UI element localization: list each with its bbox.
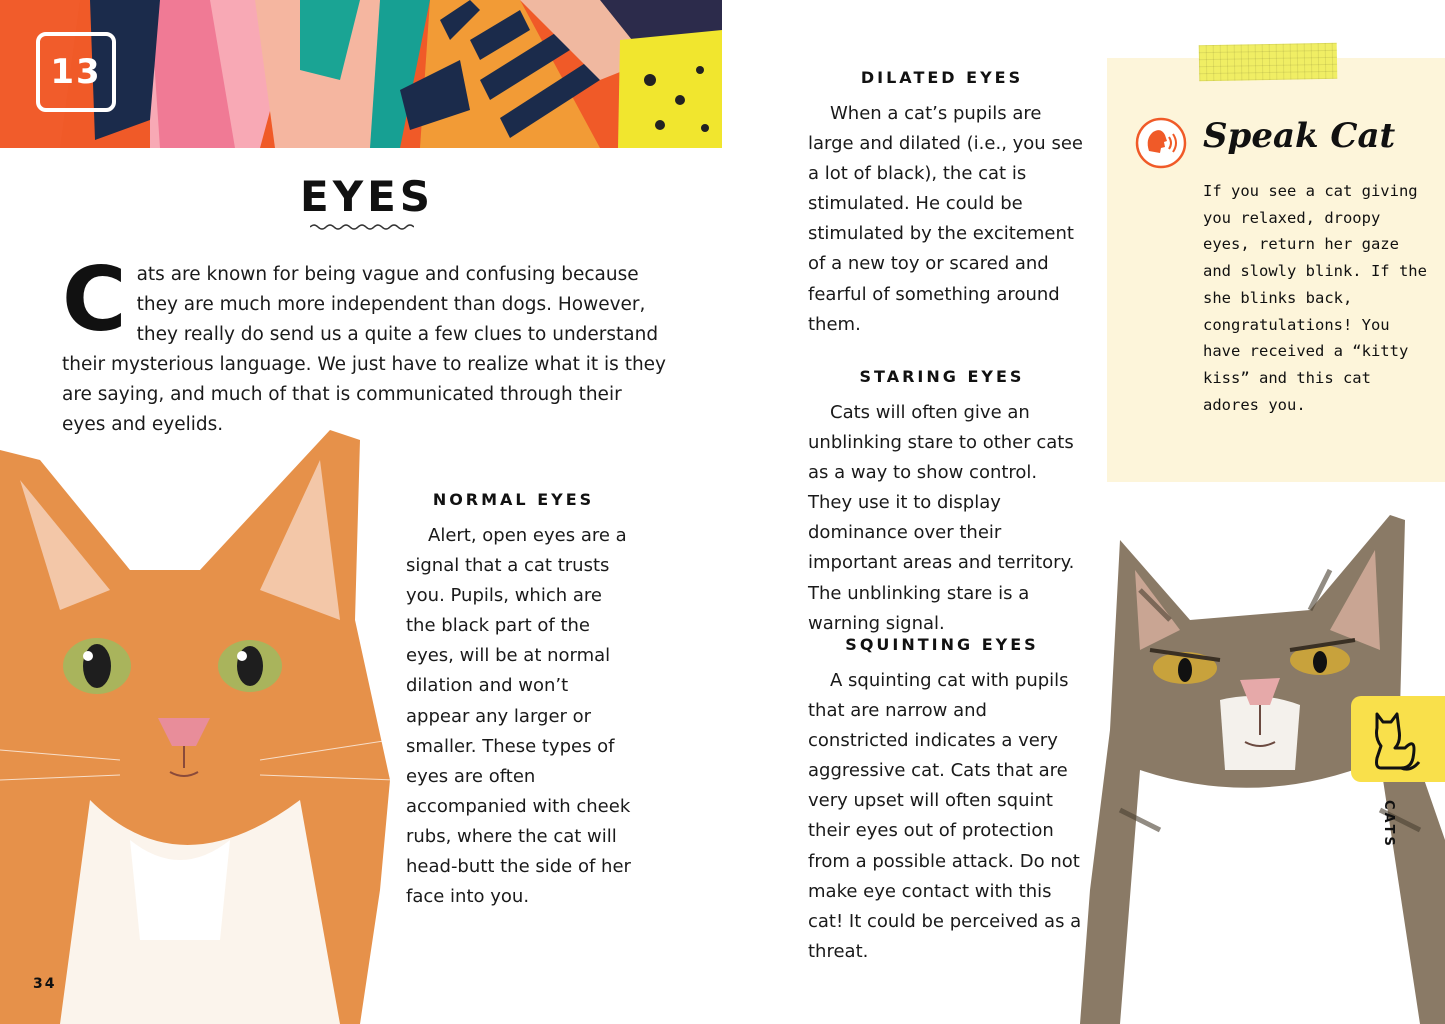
page-number-left: 34	[33, 976, 57, 992]
staring-eyes-heading: STARING EYES	[859, 367, 1025, 386]
squinting-eyes-text: A squinting cat with pupils that are narrow and constricted indicates a very aggressive cat. Cats that are very upset will often squint their eyes out of protection from a possible attack. Do not make eye contact with this cat! It could be perceived as a threat.	[808, 670, 1082, 962]
orange-kitten-illustration	[0, 420, 400, 1024]
intro-text: ats are known for being vague and confusing because they are much more independent than dogs. However, they really do send us a quite a few clues to understand their mysterious language. We just have to realize what it is they are saying, and much of that is communicated through their eyes and eyelids.	[62, 264, 667, 435]
dilated-eyes-text: When a cat’s pupils are large and dilated (i.e., you see a lot of black), the cat is stimulated. He could be stimulated by the excitement of a new toy or scared and fearful of something around them.	[808, 103, 1083, 335]
speak-cat-title: Speak Cat	[1203, 116, 1396, 156]
normal-eyes-heading: NORMAL EYES	[432, 490, 595, 509]
tape-decoration	[1199, 43, 1338, 81]
squinting-eyes-heading: SQUINTING EYES	[845, 635, 1039, 654]
speaking-head-icon	[1135, 117, 1187, 169]
dilated-eyes-heading: DILATED EYES	[860, 68, 1024, 87]
page-title: EYES	[300, 172, 435, 221]
normal-eyes-text: Alert, open eyes are a signal that a cat trusts you. Pupils, which are the black part of the eyes, will be at normal dilation and won’t appear any larger or smaller. These types of eyes are often accompanied with cheek rubs, where the cat will head-butt the side of her face into you.	[406, 525, 631, 908]
chapter-number-badge: 13	[36, 32, 116, 112]
cat-silhouette-icon	[1351, 696, 1445, 782]
section-tab[interactable]	[1351, 696, 1445, 782]
section-label: CATS	[1381, 800, 1396, 849]
drop-cap: C	[62, 248, 127, 351]
speak-cat-text: If you see a cat giving you relaxed, droopy eyes, return her gaze and slowly blink. If the she blinks back, congratulations! You have received a “kitty kiss” and this cat adores you.	[1203, 182, 1427, 414]
intro-paragraph	[62, 248, 667, 440]
staring-eyes-text: Cats will often give an unblinking stare to other cats as a way to show control. They use it to display dominance over their important areas and territory. The unblinking stare is a warning signal.	[808, 402, 1075, 634]
title-underline-squiggle	[310, 222, 414, 232]
